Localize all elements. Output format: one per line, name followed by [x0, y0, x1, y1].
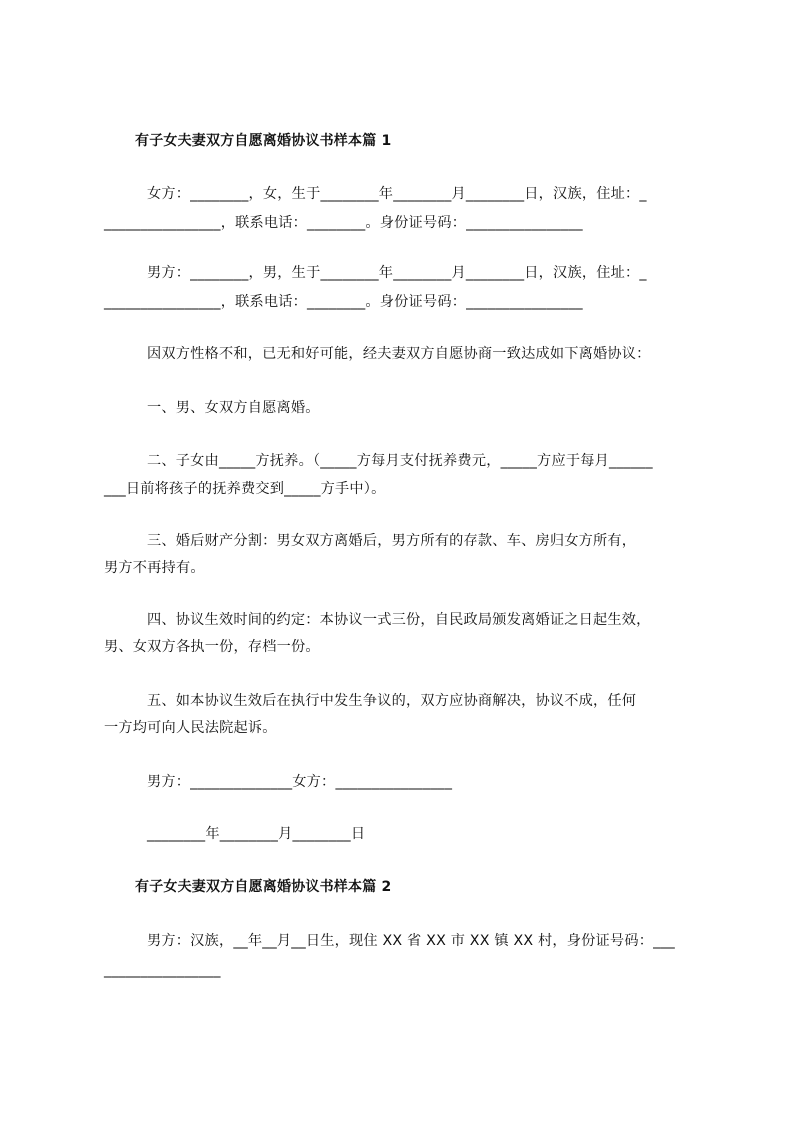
clause-5-line2: 一方均可向人民法院起诉。: [104, 720, 277, 736]
female-info-line2: ________________，联系电话：________。身份证号码：________________: [104, 215, 583, 231]
clause-2-line2: ___日前将孩子的抚养费交到_____方手中）。: [104, 481, 386, 497]
male-info-line1: 男方：________，男，生于________年________月________日，汉族，住址：_: [147, 265, 647, 281]
male-info-line2: ________________，联系电话：________。身份证号码：________________: [104, 294, 583, 310]
clause-3-line2: 男方不再持有。: [104, 560, 205, 576]
intro-paragraph: 因双方性格不和，已无和好可能，经夫妻双方自愿协商一致达成如下离婚协议：: [147, 346, 651, 362]
clause-4-line2: 男、女双方各执一份，存档一份。: [104, 639, 320, 655]
section1-title: 有子女夫妻双方自愿离婚协议书样本篇 1: [135, 133, 392, 149]
signature-line: 男方：______________女方：________________: [147, 774, 453, 790]
section2-title: 有子女夫妻双方自愿离婚协议书样本篇 2: [135, 879, 392, 895]
date-line: ________年________月________日: [147, 826, 366, 842]
section2-male-line1: 男方：汉族，__年__月__日生，现住 XX 省 XX 市 XX 镇 XX 村，身份证号码：___: [147, 933, 675, 949]
female-info-line1: 女方：________，女，生于________年________月________日，汉族，住址：_: [147, 186, 647, 202]
clause-5-line1: 五、如本协议生效后在执行中发生争议的，双方应协商解决，协议不成，任何: [147, 693, 637, 709]
section2-male-line2: ________________: [104, 962, 221, 978]
clause-1: 一、男、女双方自愿离婚。: [147, 400, 320, 416]
clause-2-line1: 二、子女由_____方抚养。（_____方每月支付抚养费元，_____方应于每月______: [147, 453, 653, 469]
clause-3-line1: 三、婚后财产分割：男女双方离婚后，男方所有的存款、车、房归女方所有，: [147, 533, 637, 549]
clause-4-line1: 四、协议生效时间的约定：本协议一式三份，自民政局颁发离婚证之日起生效，: [147, 612, 651, 628]
